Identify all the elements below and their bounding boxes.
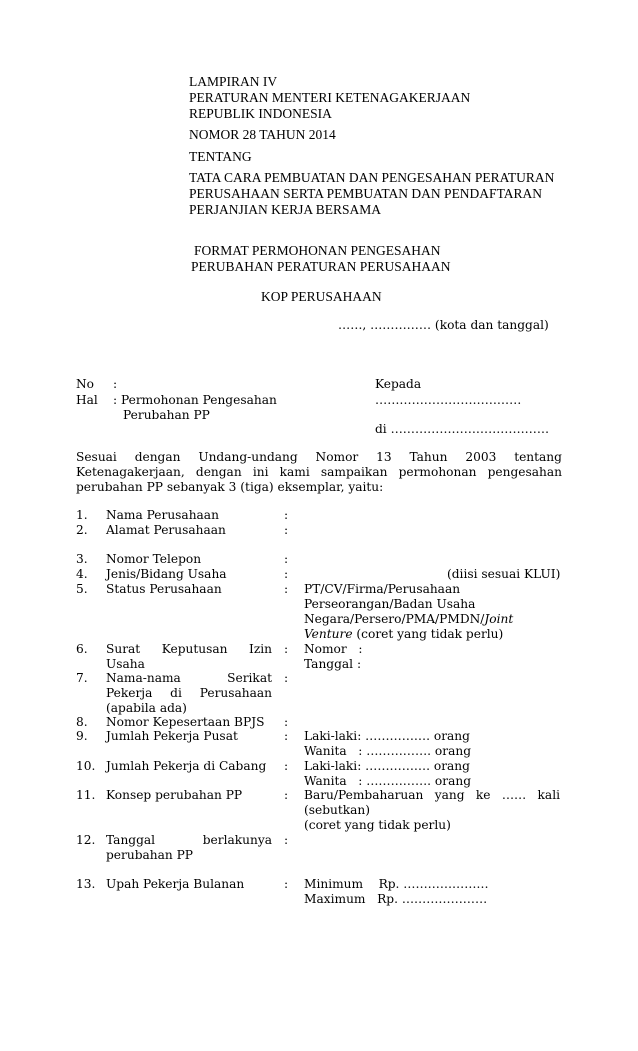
item-value-line bbox=[304, 612, 513, 627]
intro-word: dengan bbox=[134, 450, 181, 464]
item-label-nama-perusahaan: Nama Perusahaan bbox=[106, 508, 219, 522]
subject-line-3: PERJANJIAN KERJA BERSAMA bbox=[189, 202, 382, 217]
kepada-line: ……………………………… bbox=[375, 393, 522, 407]
intro-word: 2003 bbox=[465, 450, 497, 464]
item-label-alamat-perusahaan: Alamat Perusahaan bbox=[106, 523, 226, 537]
item-label-cont: Usaha bbox=[106, 657, 145, 671]
item-value-maximum: Maximum Rp. ………………… bbox=[304, 892, 488, 906]
status-options: Negara/Persero/PMA/PMDN/ bbox=[304, 612, 485, 626]
item-number: 5. bbox=[76, 582, 88, 596]
subject-line-1: TATA CARA PEMBUATAN DAN PENGESAHAN PERATURAN bbox=[189, 170, 555, 185]
item-number: 13. bbox=[76, 877, 96, 891]
intro-word: tentang bbox=[514, 450, 562, 464]
format-title-line-1: FORMAT PERMOHONAN PENGESAHAN bbox=[194, 243, 441, 258]
intro-line-3: perubahan PP sebanyak 3 (tiga) eksemplar, yaitu: bbox=[76, 480, 384, 494]
item-value-minimum: Minimum Rp. ………………… bbox=[304, 877, 489, 891]
item-colon: : bbox=[284, 552, 289, 566]
item-value-line: PT/CV/Firma/Perusahaan bbox=[304, 582, 461, 596]
item-label-cont: (apabila ada) bbox=[106, 701, 187, 715]
item-colon: : bbox=[284, 759, 289, 773]
item-value-line: Baru/Pembaharuan yang ke …… kali bbox=[304, 788, 560, 802]
item-number: 2. bbox=[76, 523, 88, 537]
item-colon: : bbox=[284, 671, 289, 685]
item-colon: : bbox=[284, 877, 289, 891]
status-venture: Venture bbox=[304, 627, 353, 641]
item-label-surat-keputusan: Surat Keputusan Izin bbox=[106, 642, 272, 656]
item-colon: : bbox=[284, 582, 289, 596]
item-value-line: (sebutkan) bbox=[304, 803, 371, 817]
republic-name: REPUBLIK INDONESIA bbox=[189, 106, 332, 121]
item-colon: : bbox=[284, 729, 289, 743]
intro-word: 13 bbox=[376, 450, 392, 464]
item-label-konsep-pp: Konsep perubahan PP bbox=[106, 788, 243, 802]
hal-value: : Permohonan Pengesahan bbox=[113, 393, 277, 407]
item-label-tanggal-berlaku: Tanggal berlakunya bbox=[106, 833, 272, 847]
place-date-line: ……, …………… (kota dan tanggal) bbox=[338, 318, 549, 332]
item-number: 3. bbox=[76, 552, 88, 566]
item-value-line bbox=[304, 627, 503, 642]
status-joint: Joint bbox=[484, 612, 514, 626]
item-number: 10. bbox=[76, 759, 96, 773]
item-label-upah: Upah Pekerja Bulanan bbox=[106, 877, 245, 891]
item-number: 1. bbox=[76, 508, 88, 522]
item-colon: : bbox=[284, 715, 289, 729]
tentang-label: TENTANG bbox=[189, 149, 252, 164]
hal-value-cont: Perubahan PP bbox=[123, 408, 210, 422]
item-value-wanita: Wanita : ……………. orang bbox=[304, 744, 472, 758]
intro-word: Sesuai bbox=[76, 450, 117, 464]
item-value-line: (coret yang tidak perlu) bbox=[304, 818, 451, 832]
item-label-cont: perubahan PP bbox=[106, 848, 193, 862]
item-colon: : bbox=[284, 833, 289, 847]
item-label-nomor-telepon: Nomor Telepon bbox=[106, 552, 202, 566]
item-label-jenis-usaha: Jenis/Bidang Usaha bbox=[106, 567, 227, 581]
item-number: 8. bbox=[76, 715, 88, 729]
intro-word: Tahun bbox=[409, 450, 448, 464]
item-label-pekerja-cabang: Jumlah Pekerja di Cabang bbox=[106, 759, 267, 773]
item-number: 4. bbox=[76, 567, 88, 581]
intro-line-1 bbox=[76, 450, 562, 465]
item-value-tanggal: Tanggal : bbox=[304, 657, 362, 671]
item-number: 12. bbox=[76, 833, 96, 847]
item-colon: : bbox=[284, 567, 289, 581]
item-value-line: Perseorangan/Badan Usaha bbox=[304, 597, 476, 611]
no-colon: : bbox=[113, 377, 118, 391]
item-number: 11. bbox=[76, 788, 96, 802]
item-label-pekerja-pusat: Jumlah Pekerja Pusat bbox=[106, 729, 238, 743]
format-title-line-2: PERUBAHAN PERATURAN PERUSAHAAN bbox=[191, 259, 451, 274]
item-label-serikat-pekerja: Nama-nama Serikat bbox=[106, 671, 272, 685]
regulation-number: NOMOR 28 TAHUN 2014 bbox=[189, 127, 336, 142]
item-number: 7. bbox=[76, 671, 88, 685]
item-value-wanita: Wanita : ……………. orang bbox=[304, 774, 472, 788]
lampiran-label: LAMPIRAN IV bbox=[189, 74, 278, 89]
item-note-klui: (diisi sesuai KLUI) bbox=[447, 567, 561, 581]
item-label-bpjs: Nomor Kepesertaan BPJS bbox=[106, 715, 265, 729]
kepada-label: Kepada bbox=[375, 377, 422, 391]
item-colon: : bbox=[284, 508, 289, 522]
item-value-laki-laki: Laki-laki: ……………. orang bbox=[304, 729, 470, 743]
item-number: 6. bbox=[76, 642, 88, 656]
intro-line-2: Ketenagakerjaan, dengan ini kami sampaikan permohonan pengesahan bbox=[76, 465, 562, 479]
di-line: di ………………………………… bbox=[375, 422, 550, 436]
item-label-status-perusahaan: Status Perusahaan bbox=[106, 582, 222, 596]
item-colon: : bbox=[284, 642, 289, 656]
item-value-nomor: Nomor : bbox=[304, 642, 363, 656]
subject-line-2: PERUSAHAAN SERTA PEMBUATAN DAN PENDAFTARAN bbox=[189, 186, 542, 201]
hal-label: Hal bbox=[76, 393, 98, 407]
kop-perusahaan: KOP PERUSAHAAN bbox=[261, 289, 382, 304]
item-colon: : bbox=[284, 788, 289, 802]
status-note: (coret yang tidak perlu) bbox=[352, 627, 504, 641]
item-number: 9. bbox=[76, 729, 88, 743]
item-value-laki-laki: Laki-laki: ……………. orang bbox=[304, 759, 470, 773]
regulation-name: PERATURAN MENTERI KETENAGAKERJAAN bbox=[189, 90, 471, 105]
no-label: No bbox=[76, 377, 95, 391]
intro-word: Undang-undang bbox=[198, 450, 298, 464]
item-label-cont: Pekerja di Perusahaan bbox=[106, 686, 272, 700]
item-colon: : bbox=[284, 523, 289, 537]
intro-word: Nomor bbox=[315, 450, 359, 464]
